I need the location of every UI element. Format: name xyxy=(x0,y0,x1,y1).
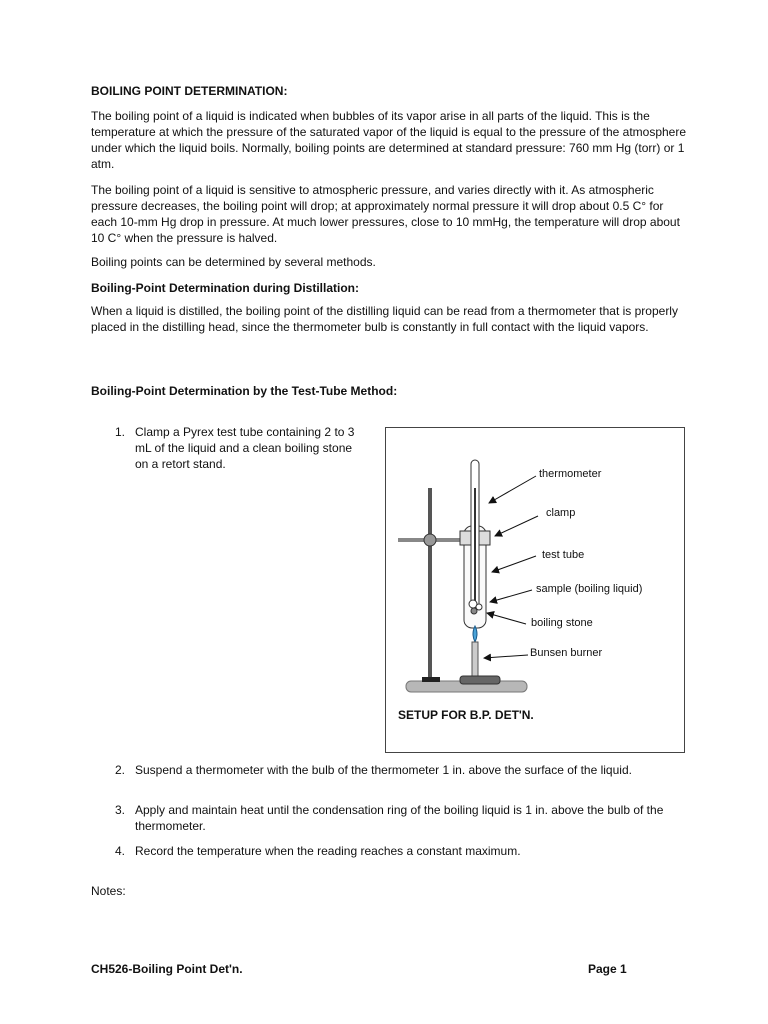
paragraph-pressure: The boiling point of a liquid is sensitive to atmospheric pressure, and varies directly with it. As atmospheric pressure decreases, the boiling point will drop; at approximately normal pressure it will drop about 0.5 C° for each 10-mm Hg drop in pressure. At much lower pressures, close to 10 mmHg, the temperature will drop about 10 C° when the pressure is halved. xyxy=(91,183,680,245)
burner-barrel xyxy=(472,642,478,676)
step-text: Clamp a Pyrex test tube containing 2 to 3 mL of the liquid and a clean boiling stone on a retort stand. xyxy=(135,425,355,471)
step-number: 2. xyxy=(114,763,125,777)
label-thermometer: thermometer xyxy=(539,468,602,480)
rod-foot xyxy=(422,677,440,682)
step-number: 3. xyxy=(114,803,125,817)
label-clamp: clamp xyxy=(546,507,576,519)
step-number: 1. xyxy=(114,425,125,439)
paragraph-methods: Boiling points can be determined by several methods. xyxy=(91,255,376,269)
label-test-tube: test tube xyxy=(542,549,585,561)
distillation-paragraph: When a liquid is distilled, the boiling point of the distilling liquid can be read from a thermometer that is properly placed in the distilling head, since the thermometer bulb is constantly in full contact with the liquid vapors. xyxy=(91,304,678,334)
step-text: Suspend a thermometer with the bulb of the thermometer 1 in. above the surface of the liquid. xyxy=(135,763,632,777)
figure-caption: SETUP FOR B.P. DET'N. xyxy=(398,708,534,722)
flame-shape xyxy=(473,626,477,642)
main-heading: BOILING POINT DETERMINATION: xyxy=(91,84,288,98)
label-sample: sample (boiling liquid) xyxy=(536,583,643,595)
step-text: Apply and maintain heat until the condensation ring of the boiling liquid is 1 in. above the bulb of the thermometer. xyxy=(135,803,664,833)
label-bunsen-burner: Bunsen burner xyxy=(530,647,603,659)
paragraph-definition: The boiling point of a liquid is indicated when bubbles of its vapor arise in all parts of the liquid. This is the temperature at which the pressure of the saturated vapor of the liquid is equal to the pressure of the atmosphere under which the liquid boils. Normally, boiling points are determined at standard pressure: 760 mm Hg (torr) or 1 atm. xyxy=(91,109,687,171)
burner-base xyxy=(460,676,500,684)
notes-label: Notes: xyxy=(91,884,126,898)
setup-figure xyxy=(385,427,685,753)
page-number: Page 1 xyxy=(588,962,627,976)
testtube-heading: Boiling-Point Determination by the Test-Tube Method: xyxy=(91,384,398,398)
footer-title: CH526-Boiling Point Det'n. xyxy=(91,962,243,976)
step-number: 4. xyxy=(114,844,125,858)
boss-head xyxy=(424,534,436,546)
distillation-heading: Boiling-Point Determination during Distillation: xyxy=(91,281,359,295)
label-boiling-stone: boiling stone xyxy=(531,617,593,629)
step-text: Record the temperature when the reading reaches a constant maximum. xyxy=(135,844,521,858)
boiling-stone-shape xyxy=(471,608,477,614)
